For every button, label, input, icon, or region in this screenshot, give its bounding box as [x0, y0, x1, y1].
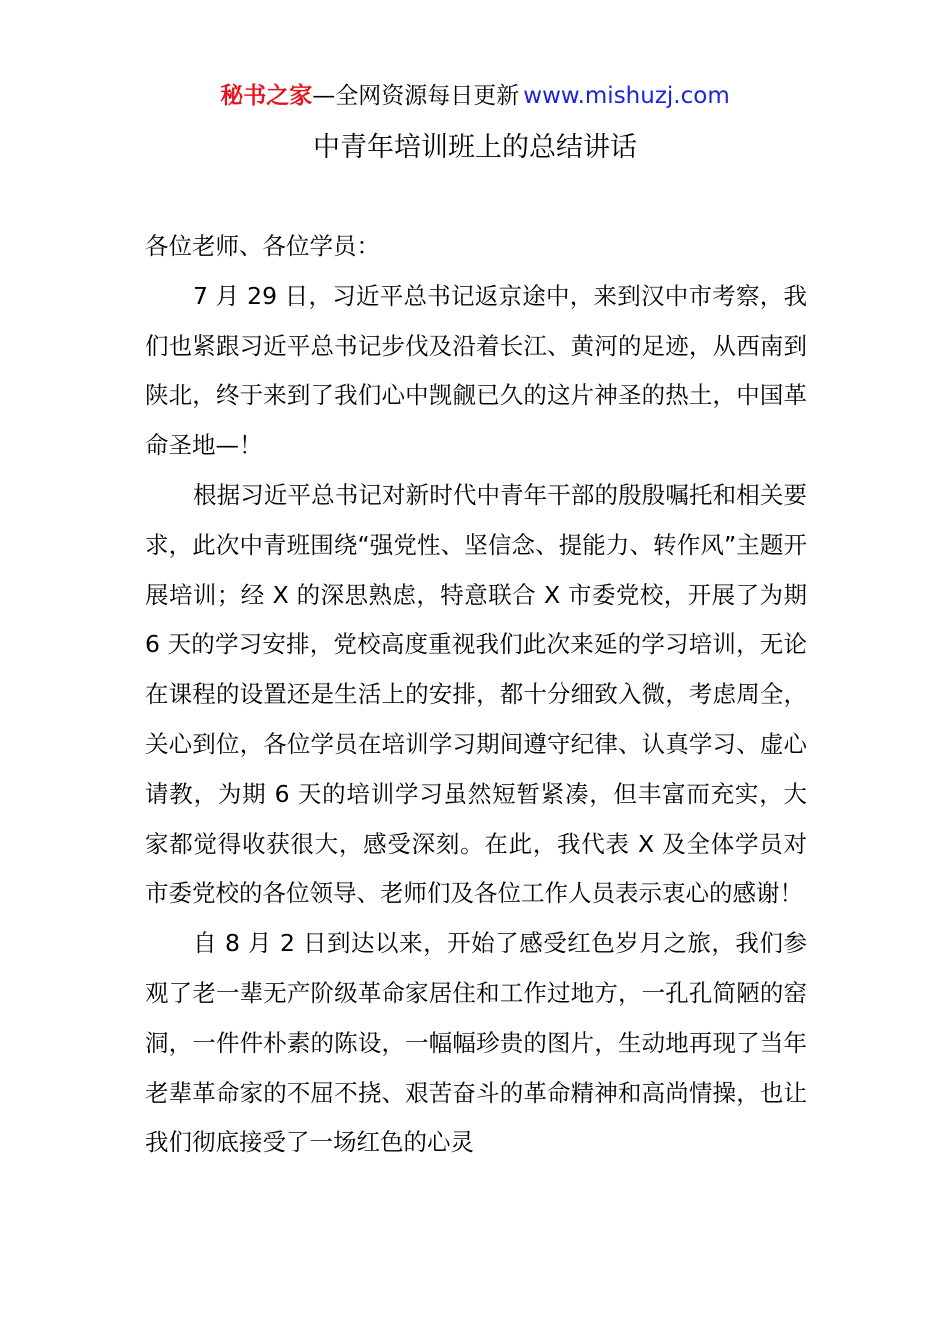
paragraph-3: 自 8 月 2 日到达以来，开始了感受红色岁月之旅，我们参观了老一辈无产阶级革命家居住和工作过地方，一孔孔简陋的窑洞，一件件朴素的陈设，一幅幅珍贵的图片，生动地再现了当年老辈革命家的不屈不挠、艰苦奋斗的革命精神和高尚情操，也让我们彻底接受了一场红色的心灵 — [145, 929, 807, 1157]
brand-name: 秘书之家 — [220, 83, 313, 109]
document-body — [145, 222, 807, 1168]
site-header — [0, 80, 950, 112]
header-tagline: —全网资源每日更新 — [312, 83, 520, 109]
site-url-link[interactable]: www.mishuzj.com — [523, 83, 730, 109]
paragraph-1: 7 月 29 日，习近平总书记返京途中，来到汉中市考察，我们也紧跟习近平总书记步伐及沿着长江、黄河的足迹，从西南到陕北，终于来到了我们心中觊觎已久的这片神圣的热土，中国革命圣地—！ — [145, 281, 807, 460]
document-title: 中青年培训班上的总结讲话 — [313, 132, 637, 163]
salutation: 各位老师、各位学员： — [145, 232, 380, 260]
paragraph-2: 根据习近平总书记对新时代中青年干部的殷殷嘱托和相关要求，此次中青班围绕“强党性、坚信念、提能力、转作风”主题开展培训；经 X 的深思熟虑，特意联合 X 市委党校，开展了为期 6 天的学习安排，党校高度重视我们此次来延的学习培训，无论在课程的设置还是生活上的安排，都十分细致入微，考虑周全，关心到位，各位学员在培训学习期间遵守纪律、认真学习、虚心请教，为期 6 天的培训学习虽然短暂紧凑，但丰富而充实，大家都觉得收获很大，感受深刻。在此，我代表 X 及全体学员对市委党校的各位领导、老师们及各位工作人员表示衷心的感谢！ — [145, 480, 807, 908]
